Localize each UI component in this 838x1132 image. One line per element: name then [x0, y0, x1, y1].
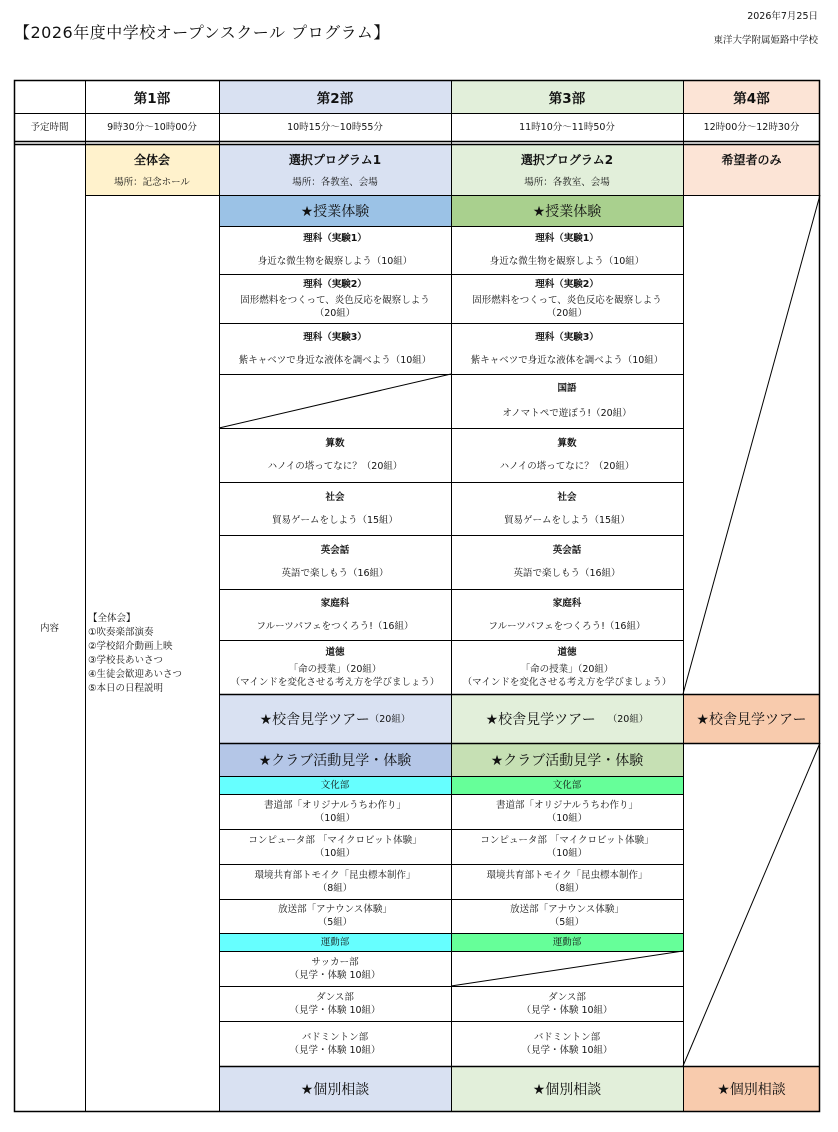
club-count: （5組）: [317, 917, 353, 928]
jugyo-band-part3: ★授業体験: [451, 196, 683, 226]
schedule-part3: 11時10分～11時50分: [519, 121, 615, 133]
jugyo-subject: 理科（実験3）: [303, 331, 367, 343]
club-name: コンピュータ部 「マイクロビット体験」: [480, 834, 654, 846]
club-count: （8組）: [317, 882, 353, 894]
undo-label-part3: 運動部: [451, 933, 683, 951]
undo-label-part2: 運動部: [219, 933, 451, 951]
consult-part3: ★個別相談: [451, 1066, 683, 1112]
club-count: （見学・体験 10組）: [289, 1004, 381, 1016]
club-name: ダンス部: [548, 991, 586, 1003]
club-count: （8組）: [549, 882, 585, 894]
jugyo-subject: 算数: [325, 438, 345, 449]
club-name: コンピュータ部 「マイクロビット体験」: [248, 834, 422, 846]
program-part2-name: 選択プログラム1: [288, 153, 382, 167]
club-count: （見学・体験 10組）: [289, 1044, 381, 1056]
club-count: （10組）: [314, 847, 356, 859]
tour-label: ★校舎見学ツアー: [259, 712, 370, 728]
tour-part4: ★校舎見学ツアー: [683, 695, 820, 743]
jugyo-subject: 理科（実験1）: [303, 233, 367, 244]
club-name: 環境共育部トモイク「昆虫標本制作」: [486, 869, 648, 881]
jugyo-desc: 紫キャベツで身近な液体を調べよう（10組）: [238, 354, 432, 366]
zentai-heading: 【全体会】: [88, 613, 136, 624]
header-part4-label: 第4部: [733, 90, 770, 107]
jugyo-subject: 理科（実験2）: [535, 278, 599, 290]
jugyo-desc: 英語で楽しもう（16組）: [513, 568, 621, 579]
jugyo-desc: フルーツパフェをつくろう!（16組）: [488, 620, 646, 632]
jugyo-desc: 「命の授業」（20組）: [288, 663, 382, 675]
page-title: 【2026年度中学校オープンスクール プログラム】: [14, 23, 390, 42]
program-part4-name: 希望者のみ: [721, 153, 782, 167]
jugyo-subject: 道徳: [557, 646, 577, 658]
schedule-label: 予定時間: [30, 121, 69, 133]
jugyo-subject: 家庭科: [552, 597, 582, 609]
club-count: （見学・体験 10組）: [521, 1004, 613, 1016]
club-name: 環境共育部トモイク「昆虫標本制作」: [254, 869, 416, 881]
jugyo-desc: 英語で楽しもう（16組）: [281, 568, 389, 579]
jugyo-subject: 英会話: [552, 545, 582, 556]
club-band-part2: ★クラブ活動見学・体験: [219, 744, 451, 776]
schedule-part2: 10時15分～10時55分: [287, 121, 383, 133]
bunka-label-part2: 文化部: [219, 776, 451, 794]
club-name: 放送部「アナウンス体験」: [510, 904, 624, 915]
jugyo-desc2: （20組）: [546, 307, 588, 319]
club-count: （5組）: [549, 917, 585, 928]
tour-count: （20組）: [369, 713, 411, 725]
jugyo-subject: 道徳: [325, 646, 345, 658]
jugyo-desc: 貿易ゲームをしよう（15組）: [503, 514, 631, 526]
jugyo-desc: 固形燃料をつくって、炎色反応を観察しよう: [240, 294, 430, 306]
jugyo-desc: オノマトペで遊ぼう!（20組）: [502, 408, 632, 419]
club-name: 書道部「オリジナルうちわ作り」: [263, 799, 407, 811]
jugyo-desc2: （20組）: [314, 307, 356, 319]
program-part3-place: 場所：各教室、会場: [524, 177, 610, 188]
club-count: （見学・体験 10組）: [289, 969, 381, 981]
club-name: バドミントン部: [533, 1031, 601, 1043]
jugyo-subject: 理科（実験2）: [303, 278, 367, 290]
bunka-label-part3: 文化部: [451, 776, 683, 794]
jugyo-subject: 算数: [557, 438, 577, 449]
jugyo-desc: 固形燃料をつくって、炎色反応を観察しよう: [472, 294, 662, 306]
document-date: 2026年7月25日: [747, 11, 818, 22]
zentai-item: ③学校長あいさつ: [88, 655, 164, 666]
club-name: 放送部「アナウンス体験」: [278, 904, 392, 915]
club-count: （見学・体験 10組）: [521, 1044, 613, 1056]
school-name: 東洋大学附属姫路中学校: [713, 35, 818, 46]
jugyo-desc2: （マインドを変化させる考え方を学びましょう）: [462, 676, 672, 688]
jugyo-subject: 英会話: [320, 545, 350, 556]
jugyo-subject: 国語: [557, 383, 577, 394]
jugyo-subject: 理科（実験1）: [535, 233, 599, 244]
jugyo-subject: 家庭科: [320, 597, 350, 609]
club-name: 書道部「オリジナルうちわ作り」: [495, 799, 639, 811]
consult-part4: ★個別相談: [683, 1066, 820, 1112]
zentai-item: ②学校紹介動画上映: [88, 641, 173, 652]
jugyo-subject: 社会: [557, 491, 577, 503]
schedule-part1: 9時30分～10時00分: [107, 121, 197, 133]
jugyo-subject: 理科（実験3）: [535, 331, 599, 343]
club-count: （10組）: [546, 847, 588, 859]
club-name: バドミントン部: [301, 1031, 369, 1043]
consult-part2: ★個別相談: [219, 1066, 451, 1112]
jugyo-subject: 社会: [325, 491, 345, 503]
jugyo-desc: フルーツパフェをつくろう!（16組）: [256, 620, 414, 632]
zentai-item: ⑤本日の日程説明: [88, 683, 164, 694]
zentai-item: ④生徒会歓迎あいさつ: [88, 669, 183, 680]
club-count: （10組）: [314, 812, 356, 824]
jugyo-desc: 身近な微生物を観察しよう（10組）: [489, 256, 645, 267]
zentai-item: ①吹奏楽部演奏: [88, 627, 154, 638]
program-part2-place: 場所：各教室、会場: [292, 177, 378, 188]
jugyo-desc: 紫キャベツで身近な液体を調べよう（10組）: [470, 354, 664, 366]
jugyo-desc: ハノイの塔ってなに？（20組）: [499, 461, 635, 472]
program-part1-name: 全体会: [133, 153, 170, 167]
jugyo-desc2: （マインドを変化させる考え方を学びましょう）: [230, 676, 440, 688]
schedule-part4: 12時00分～12時30分: [703, 121, 800, 133]
header-part2-label: 第2部: [316, 90, 354, 107]
header-part3-label: 第3部: [548, 90, 586, 107]
jugyo-desc: 貿易ゲームをしよう（15組）: [271, 514, 399, 526]
tour-label: ★校舎見学ツアー: [485, 712, 596, 728]
content-label: 内容: [39, 623, 59, 634]
jugyo-desc: ハノイの塔ってなに？（20組）: [267, 461, 403, 472]
club-count: （10組）: [546, 812, 588, 824]
jugyo-band-part2: ★授業体験: [219, 196, 451, 226]
jugyo-desc: 身近な微生物を観察しよう（10組）: [257, 256, 413, 267]
club-name: ダンス部: [316, 991, 354, 1003]
club-band-part3: ★クラブ活動見学・体験: [451, 744, 683, 776]
jugyo-desc: 「命の授業」（20組）: [520, 663, 614, 675]
tour-count: （20組）: [607, 713, 649, 725]
header-part1-label: 第1部: [133, 90, 171, 107]
program-part3-name: 選択プログラム2: [520, 153, 614, 167]
club-name: サッカー部: [311, 956, 359, 968]
program-part1-place: 場所：記念ホール: [114, 177, 190, 188]
